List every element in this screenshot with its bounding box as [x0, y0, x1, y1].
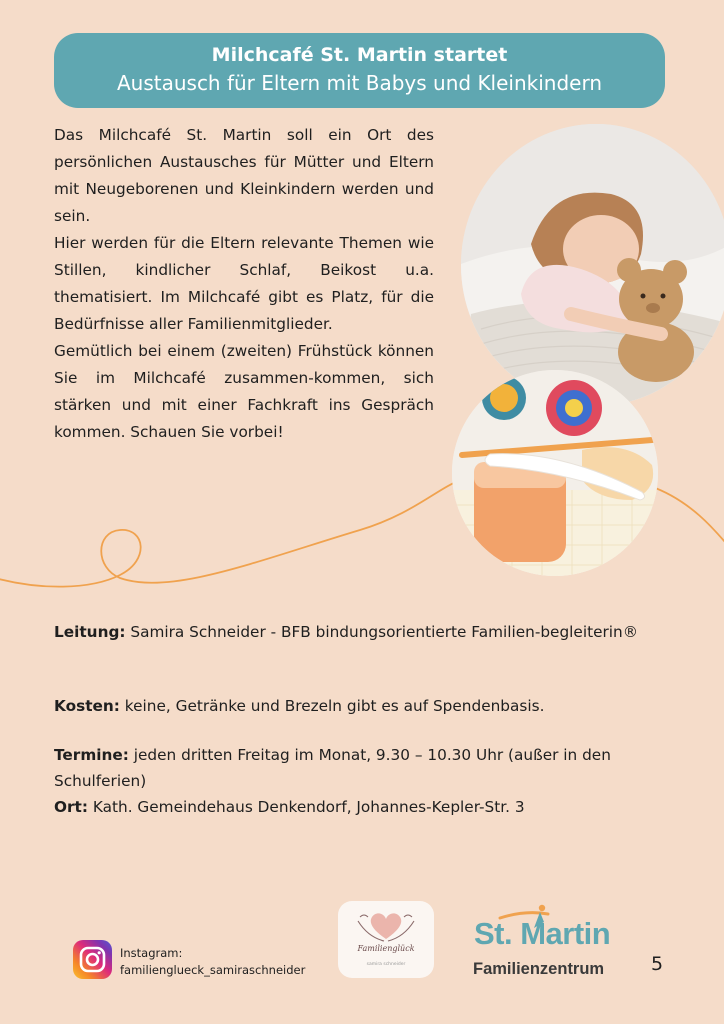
leitung-label: Leitung: — [54, 623, 126, 641]
detail-ort — [54, 794, 666, 820]
detail-termine — [54, 742, 666, 794]
familienglueck-logo — [338, 901, 434, 978]
kosten-label: Kosten: — [54, 697, 120, 715]
photo-baby-food — [452, 370, 658, 576]
page-subtitle: Austausch für Eltern mit Babys und Kleinkindern — [116, 71, 603, 95]
kosten-value: keine, Getränke und Brezeln gibt es auf Spendenbasis. — [124, 697, 545, 715]
st-martin-sub: Familienzentrum — [473, 960, 605, 978]
termine-value: jeden dritten Freitag im Monat, 9.30 – 10.30 Uhr (außer in den Schulferien) — [54, 746, 611, 790]
instagram-info — [120, 945, 305, 979]
detail-termine-ort — [54, 742, 666, 820]
intro-text — [54, 122, 434, 446]
leitung-value: Samira Schneider - BFB bindungsorientierte Familien-begleiterin® — [130, 623, 639, 641]
page-number: 5 — [651, 953, 664, 975]
st-martin-name: St. Martin — [474, 916, 611, 951]
instagram-icon[interactable] — [73, 940, 112, 979]
page-title: Milchcafé St. Martin startet — [211, 44, 508, 66]
ort-value: Kath. Gemeindehaus Denkendorf, Johannes-Kepler-Str. 3 — [92, 798, 525, 816]
photo-sleeping-baby — [461, 124, 724, 406]
ort-label: Ort: — [54, 798, 88, 816]
intro-paragraph: Das Milchcafé St. Martin soll ein Ort des persönlichen Austausches für Mütter und Eltern mit Neugeborenen und Kleinkindern werden und sein. — [54, 126, 434, 225]
detail-kosten — [54, 693, 666, 719]
instagram-label: Instagram: — [120, 946, 183, 960]
familienglueck-logo-subtext: samira schneider — [366, 962, 406, 967]
st-martin-logo — [470, 902, 625, 982]
detail-leitung — [54, 619, 666, 645]
instagram-handle[interactable]: familienglueck_samiraschneider — [120, 963, 306, 977]
familienglueck-logo-text: Familienglück — [357, 944, 415, 953]
intro-paragraph: Gemütlich bei einem (zweiten) Frühstück können Sie im Milchcafé zusammen-kommen, sich stärken und mit einer Fachkraft ins Gespräch kommen. Schauen Sie vorbei! — [54, 342, 434, 441]
title-banner — [54, 33, 665, 108]
heart-hands-icon — [338, 901, 434, 947]
intro-paragraph: Hier werden für die Eltern relevante Themen wie Stillen, kindlicher Schlaf, Beikost u.a. thematisiert. Im Milchcafé gibt es Platz, für die Bedürfnisse aller Familienmitglieder. — [54, 234, 434, 333]
termine-label: Termine: — [54, 746, 129, 764]
